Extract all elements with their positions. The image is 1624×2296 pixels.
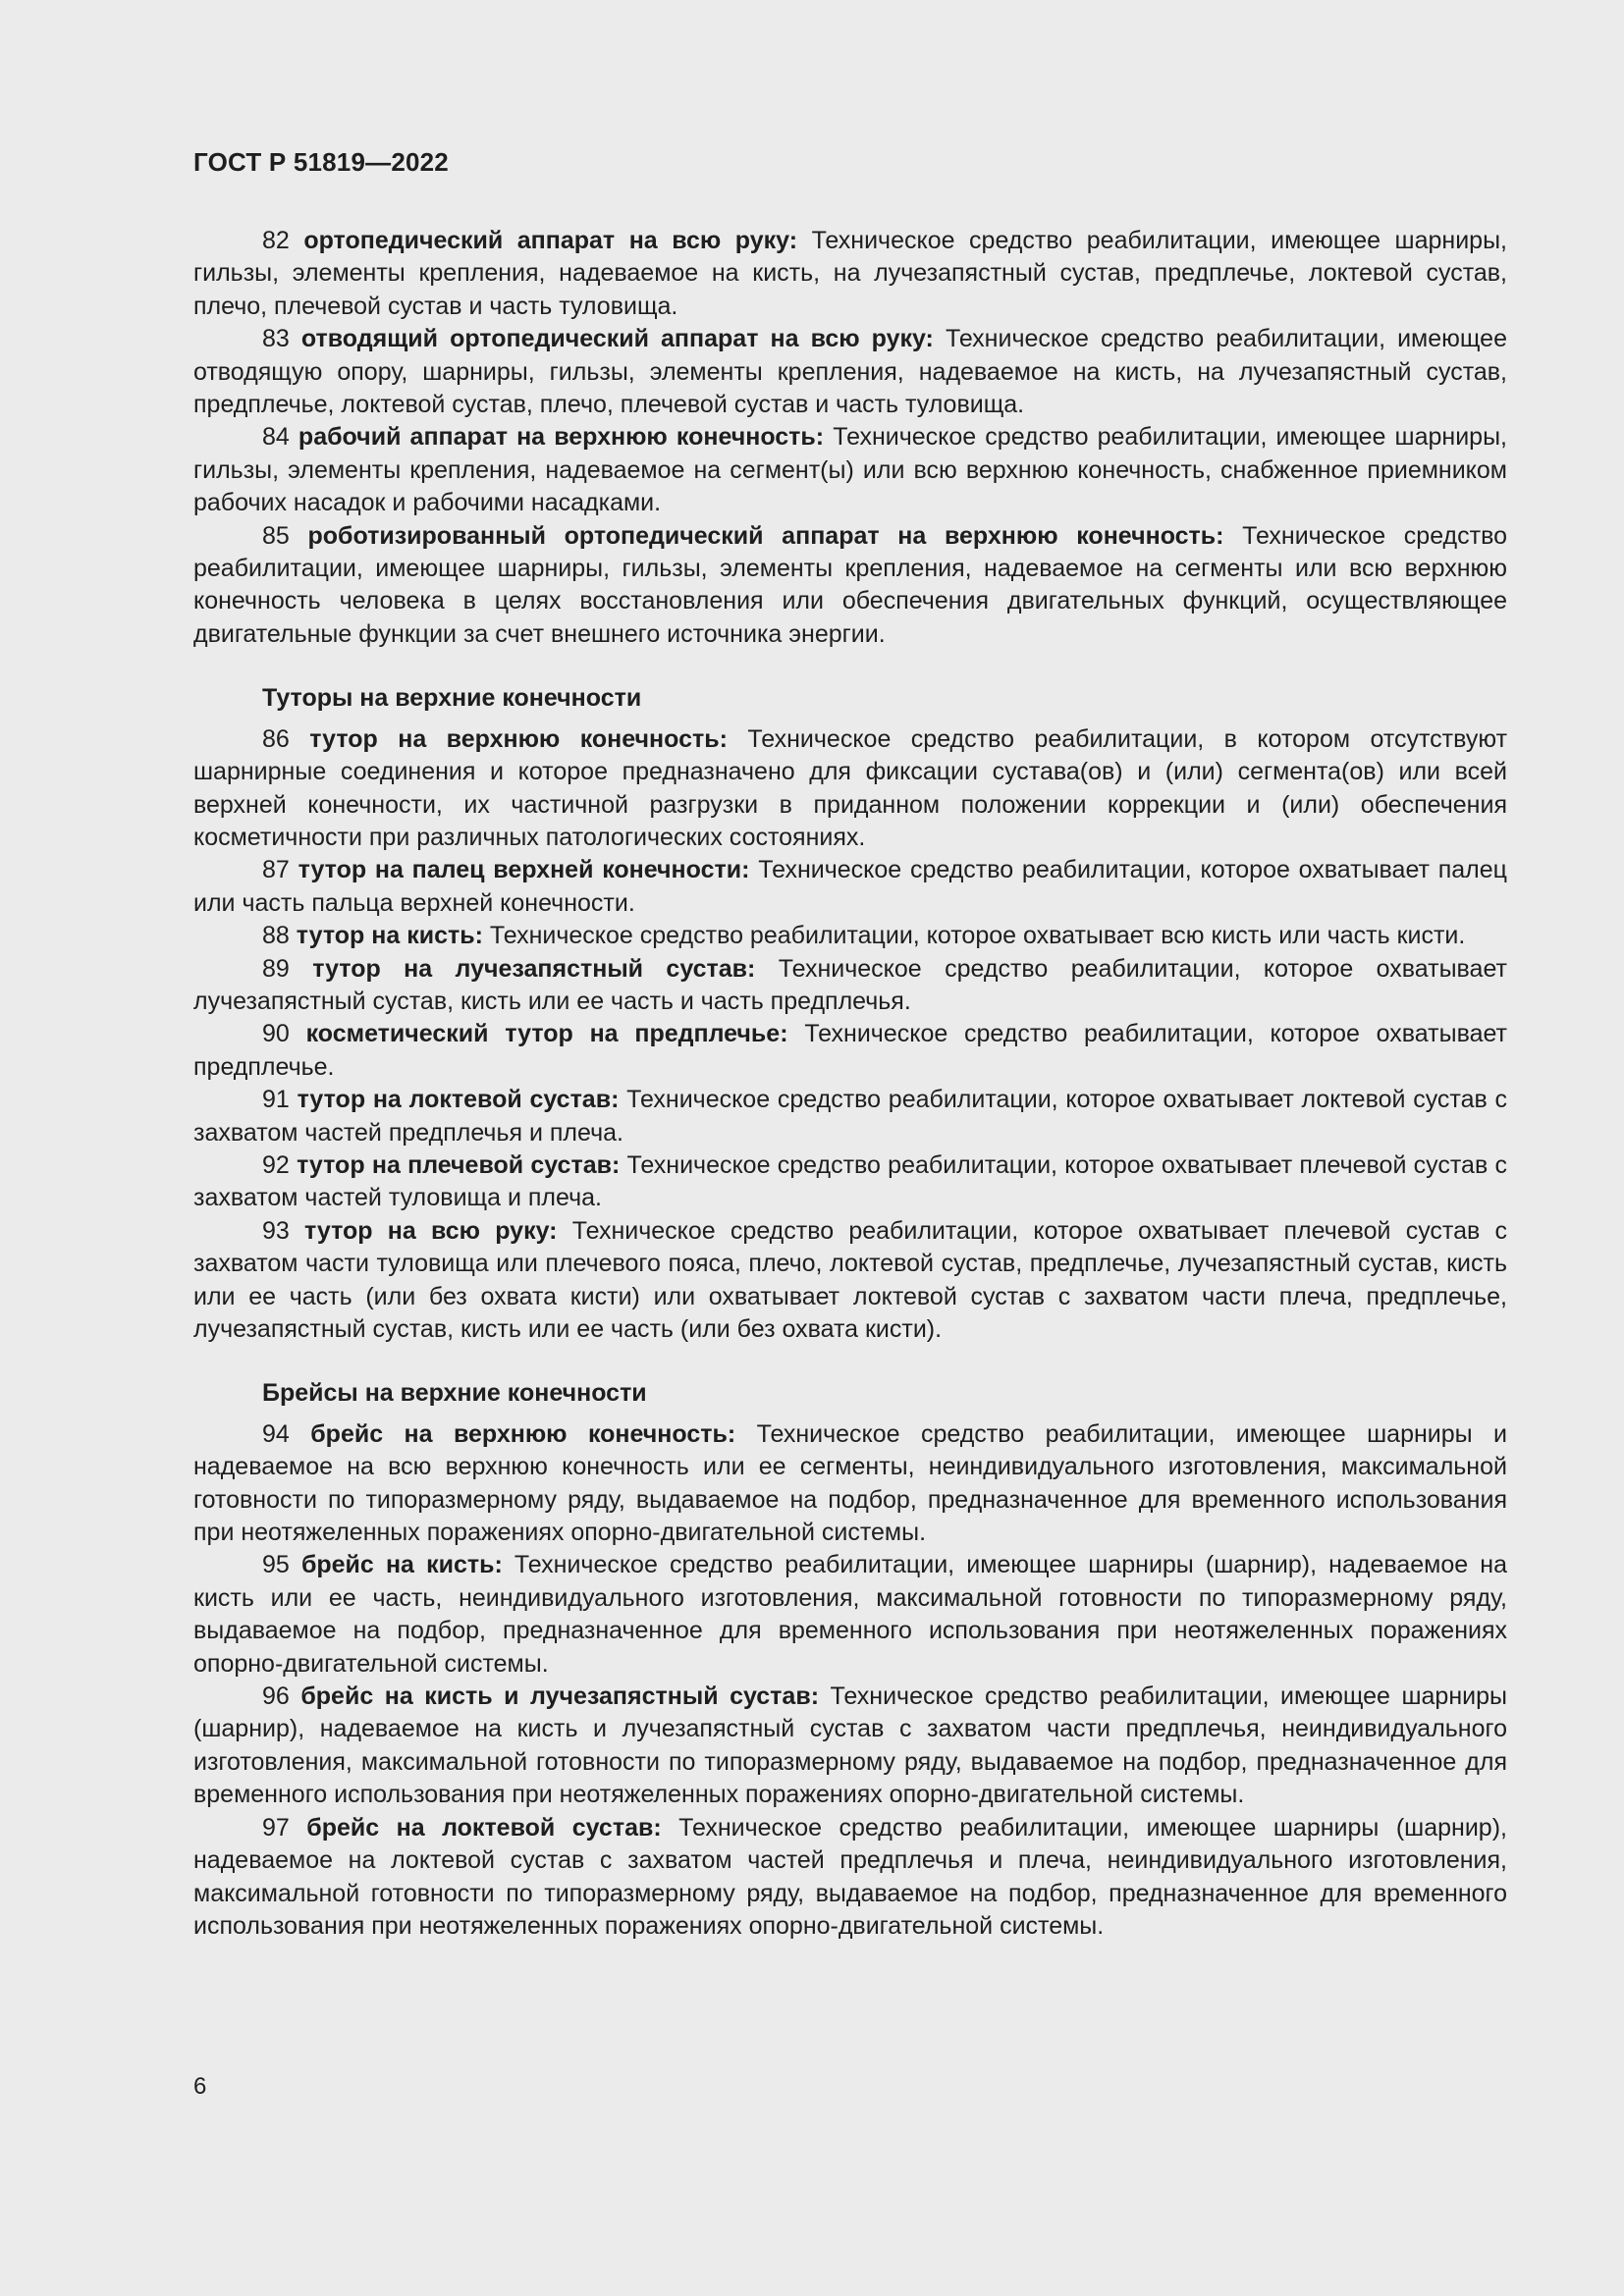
term-entry-89: [193, 953, 1507, 1019]
term-entry-84: [193, 421, 1507, 519]
entry-number: 93: [262, 1216, 290, 1245]
document-code-header: ГОСТ Р 51819—2022: [193, 147, 449, 177]
entry-term: рабочий аппарат на верхнюю конечность:: [298, 423, 825, 452]
entry-term: брейс на кисть и лучезапястный сустав:: [300, 1682, 820, 1711]
term-entry-96: [193, 1681, 1507, 1812]
entry-number: 84: [262, 423, 290, 452]
entry-number: 85: [262, 521, 290, 550]
term-entry-97: [193, 1812, 1507, 1944]
entry-number: 91: [262, 1086, 290, 1114]
entry-term: брейс на верхнюю конечность:: [310, 1419, 736, 1448]
section-heading-tutors: Туторы на верхние конечности: [262, 684, 642, 713]
entry-term: брейс на локтевой сустав:: [306, 1813, 662, 1842]
term-entry-85: [193, 520, 1507, 652]
entry-number: 82: [262, 227, 290, 254]
term-entry-88: [193, 920, 1507, 952]
entry-number: 96: [262, 1682, 290, 1711]
entry-term: косметический тутор на предплечье:: [305, 1020, 788, 1048]
entry-definition: Техническое средство реабилитации, имеющее шарниры (шарнир), надеваемое на локтевой сустав с захватом частей предплечья и плеча, неиндивидуального изготовления, максимальной готовности по типоразмерному ряду, выдаваемое на подбор, предназначенное для временного использования при неотяжеленных поражениях опорно-двигательной системы.: [193, 1813, 1507, 1940]
entry-term: тутор на палец верхней конечности:: [298, 856, 750, 884]
entry-definition: Техническое средство реабилитации, имеющее шарниры (шарнир), надеваемое на кисть и лучезапястный сустав с захватом части предплечья, неиндивидуального изготовления, максимальной готовности по типоразмерному ряду, выдаваемое на подбор, предназначенное для временного использования при неотяжеленных поражениях опорно-двигательной системы.: [193, 1682, 1507, 1809]
term-entry-92: [193, 1149, 1507, 1215]
entry-definition: Техническое средство реабилитации, которое охватывает лучезапястный сустав, кисть или ее часть и часть предплечья.: [193, 954, 1507, 1015]
term-entry-93: [193, 1215, 1507, 1347]
entry-definition: Техническое средство реабилитации, имеющее шарниры, гильзы, элементы крепления, надеваемое на сегмент(ы) или всю верхнюю конечность, снабженное приемником рабочих насадок и рабочими насадками.: [193, 423, 1507, 517]
entry-definition: Техническое средство реабилитации, которое охватывает локтевой сустав с захватом частей предплечья и плеча.: [193, 1086, 1508, 1147]
entry-definition: Техническое средство реабилитации, которое охватывает всю кисть или часть кисти.: [489, 922, 1466, 950]
entry-definition: Техническое средство реабилитации, в котором отсутствуют шарнирные соединения и которое предназначено для фиксации сустава(ов) и (или) сегмента(ов) или всей верхней конечности, их частичной разгрузки в приданном положении коррекции и (или) обеспечения косметичности при различных патологических состояниях.: [193, 724, 1508, 851]
entry-term: тутор на кисть:: [296, 922, 483, 950]
entry-definition: Техническое средство реабилитации, которое охватывает плечевой сустав с захватом части туловища или плечевого пояса, плечо, локтевой сустав, предплечье, лучезапястный сустав, кисть или ее часть (или без охвата кисти) или охватывает локтевой сустав с захватом части плеча, предплечье, лучезапястный сустав, кисть или ее часть (или без охвата кисти).: [193, 1216, 1508, 1343]
entry-definition: Техническое средство реабилитации, которое охватывает палец или часть пальца верхней конечности.: [193, 856, 1507, 917]
entry-definition: Техническое средство реабилитации, имеющее шарниры (шарнир), надеваемое на кисть или ее часть, неиндивидуального изготовления, максимальной готовности по типоразмерному ряду, выдаваемое на подбор, предназначенное для временного использования при неотяжеленных поражениях опорно-двигательной системы.: [193, 1551, 1507, 1678]
term-entry-83: [193, 323, 1507, 421]
page-number: 6: [193, 2073, 207, 2100]
entry-term: брейс на кисть:: [300, 1551, 503, 1579]
entry-term: тутор на плечевой сустав:: [297, 1150, 621, 1179]
term-entry-87: [193, 854, 1507, 920]
term-entry-95: [193, 1549, 1507, 1681]
term-entry-82: [193, 225, 1507, 323]
entry-number: 86: [262, 724, 290, 753]
entry-definition: Техническое средство реабилитации, которое охватывает плечевой сустав с захватом частей туловища и плеча.: [193, 1150, 1507, 1212]
entry-number: 83: [262, 325, 290, 353]
entry-number: 87: [262, 856, 290, 884]
entry-number: 92: [262, 1150, 290, 1179]
entry-term: ортопедический аппарат на всю руку:: [303, 227, 798, 254]
entry-definition: Техническое средство реабилитации, имеющее шарниры и надеваемое на всю верхнюю конечность или ее сегменты, неиндивидуального изготовления, максимальной готовности по типоразмерному ряду, выдаваемое на подбор, предназначенное для временного использования при неотяжеленных поражениях опорно-двигательной системы.: [193, 1419, 1507, 1547]
entry-number: 88: [262, 922, 290, 950]
entry-term: тутор на всю руку:: [304, 1216, 558, 1245]
entry-definition: Техническое средство реабилитации, которое охватывает предплечье.: [193, 1020, 1507, 1081]
entry-number: 95: [262, 1551, 290, 1579]
entry-definition: Техническое средство реабилитации, имеющее шарниры, гильзы, элементы крепления, надеваемое на сегменты или всю верхнюю конечность человека в целях восстановления или обеспечения двигательных функций, осуществляющее двигательные функции за счет внешнего источника энергии.: [193, 521, 1507, 648]
entry-term: тутор на лучезапястный сустав:: [312, 954, 756, 983]
entry-term: тутор на локтевой сустав:: [297, 1086, 620, 1114]
entry-definition: Техническое средство реабилитации, имеющее шарниры, гильзы, элементы крепления, надеваемое на кисть, на лучезапястный сустав, предплечье, локтевой сустав, плечо, плечевой сустав и часть туловища.: [193, 227, 1507, 320]
term-entry-91: [193, 1084, 1507, 1149]
term-entry-90: [193, 1018, 1507, 1084]
entry-term: отводящий ортопедический аппарат на всю руку:: [300, 325, 934, 353]
entry-term: тутор на верхнюю конечность:: [309, 724, 728, 753]
entry-number: 90: [262, 1020, 290, 1048]
page-body: [193, 225, 1507, 1943]
entry-term: роботизированный ортопедический аппарат на верхнюю конечность:: [307, 521, 1224, 550]
entry-number: 89: [262, 954, 290, 983]
entry-number: 94: [262, 1419, 290, 1448]
section-heading-braces: Брейсы на верхние конечности: [262, 1379, 647, 1408]
entry-definition: Техническое средство реабилитации, имеющее отводящую опору, шарниры, гильзы, элементы крепления, надеваемое на кисть, на лучезапястный сустав, предплечье, локтевой сустав, плечо, плечевой сустав и часть туловища.: [193, 325, 1507, 419]
entry-number: 97: [262, 1813, 290, 1842]
term-entry-86: [193, 723, 1507, 855]
term-entry-94: [193, 1418, 1507, 1550]
